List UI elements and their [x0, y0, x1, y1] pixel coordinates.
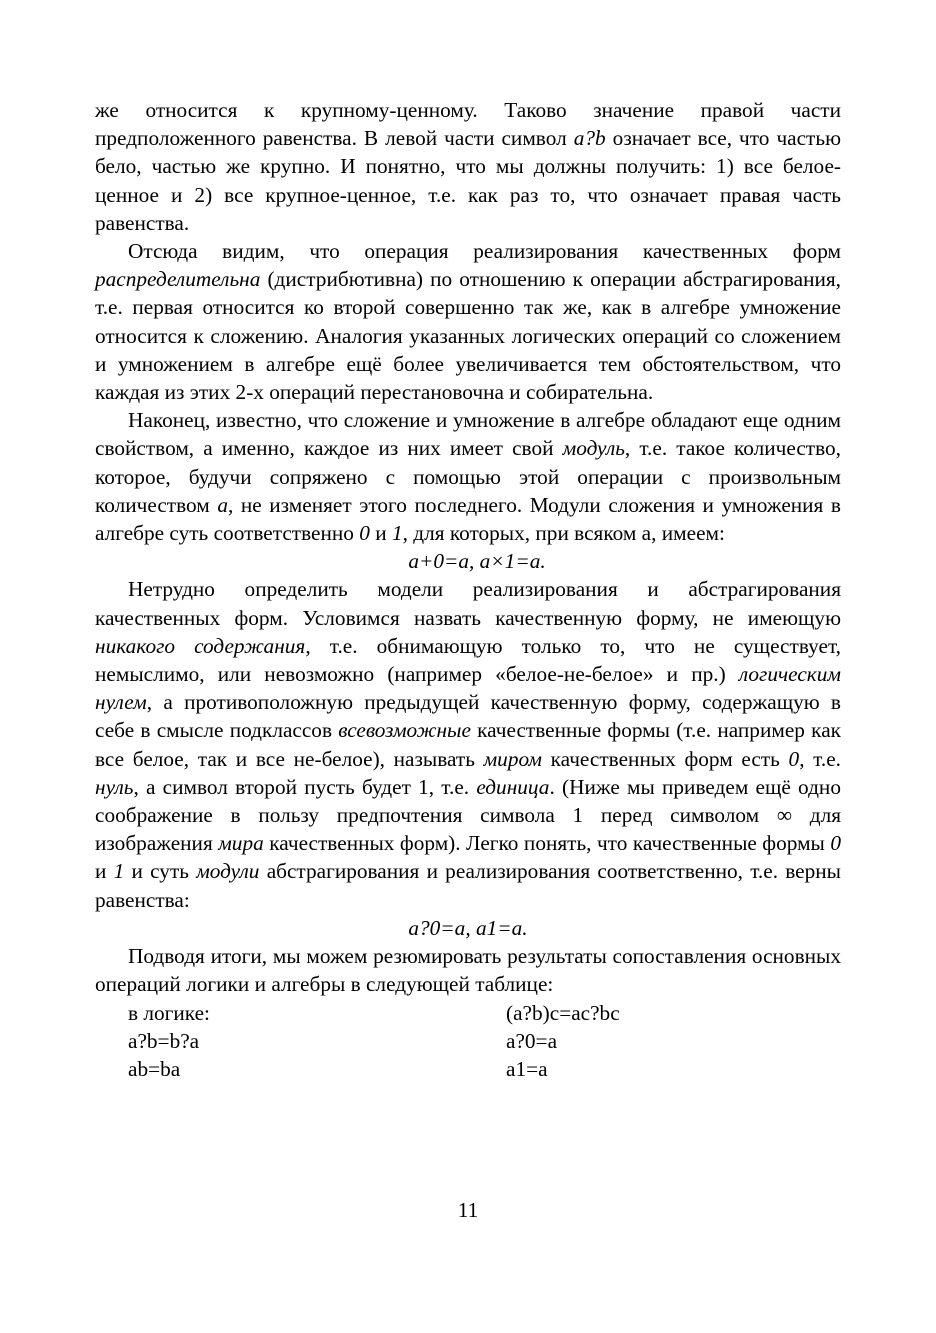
page-body [95, 96, 841, 1083]
italic-term: всевозможные [338, 718, 471, 743]
text-run: , т.е. такое количество, которое, будучи сопряжено с помощью этой операции с произвольным количеством [95, 436, 841, 517]
text-run: абстрагирования и реализирования соответственно, т.е. верны равенства: [95, 859, 841, 912]
formula-modules-algebra: a+0=a, a×1=a. [408, 549, 546, 574]
italic-term: модули [196, 859, 260, 884]
table-cell-right: a1=a [506, 1056, 548, 1081]
text-run: Отсюда видим, что операция реализирования качественных форм [128, 239, 841, 264]
text-run: качественные формы (т.е. например как все белое, так и все не-белое), называть [95, 718, 841, 771]
italic-term: мира [218, 831, 264, 856]
page-number: 11 [457, 1198, 479, 1222]
text-run: , т.е. обнимающую только то, что не существует, немыслимо, или невозможно (например «белое-не-белое» и пр.) [95, 633, 841, 687]
italic-term: распределительна [95, 267, 261, 292]
italic-term: миром [483, 746, 542, 771]
text-run: и [369, 521, 392, 546]
table-cell-left: a?b=b?a [128, 1028, 200, 1053]
italic-term: а [217, 492, 228, 517]
text-run: , а противоположную предыдущей качественную форму, содержащую в себе в смысле подклассов [95, 690, 841, 743]
italic-term: 1 [391, 521, 403, 546]
text-run: же относится к крупному-ценному. Таково значение правой части предположенного равенства. В левой части символ [95, 98, 841, 151]
paragraph-3 [95, 406, 841, 547]
formula-modules-logic: a?0=a, a1=a. [408, 915, 528, 940]
text-run: Нетрудно определить модели реализирования и абстрагирования качественных форм. Условимся назвать качественную форму, не имеющую [95, 577, 841, 630]
text-run: , т.е. [799, 746, 841, 771]
table-cell-right: a?0=a [506, 1028, 558, 1053]
italic-term: модуль [562, 436, 625, 461]
table-row [95, 999, 841, 1027]
table-row [95, 1055, 841, 1083]
text-run: означает все, что частью бело, частью же крупно. И понятно, что мы должны получить: 1) все белое-ценное и 2) все крупное-ценное, т.е. как раз то, что означает правая часть равенства. [95, 126, 841, 235]
italic-term: единица [476, 774, 550, 799]
paragraph-2 [95, 237, 841, 406]
text-run: и [95, 859, 114, 884]
text-run: качественных форм есть [541, 746, 789, 771]
italic-term: a?b [573, 126, 606, 151]
italic-term: 0 [788, 746, 800, 771]
text-run: и суть [124, 859, 197, 884]
text-run: качественных форм). Легко понять, что качественные формы [263, 831, 831, 856]
text-run: , для которых, при всяком а, имеем: [402, 521, 725, 546]
italic-term: нуль [95, 774, 134, 799]
text-run: Наконец, известно, что сложение и умножение в алгебре обладают еще одним свойством, а именно, каждое из них имеет свой [95, 408, 841, 461]
paragraph-1 [95, 96, 841, 237]
italic-term: логическим нулем [95, 662, 841, 715]
text-run: (дистрибютивна) по отношению к операции абстрагирования, т.е. первая относится ко второй совершенно так же, как в алгебре умножение относится к сложению. Аналогия указанных логических операций со сложением и умножением в алгебре ещё более увеличивается тем обстоятельством, что каждая из этих 2-х операций перестановочна и собирательна. [95, 267, 841, 405]
italic-term: 1 [113, 859, 125, 884]
italic-term: никакого содержания [95, 633, 306, 658]
text-run: , а символ второй пусть будет 1, т.е. [133, 774, 477, 799]
italic-term: 0 [359, 521, 370, 546]
italic-term: 0 [830, 831, 841, 856]
text-run: , не изменяет этого последнего. Модули сложения и умножения в алгебре суть соответственно [95, 492, 841, 546]
comparison-table [95, 999, 841, 1084]
table-cell-left: ab=ba [128, 1056, 181, 1081]
text-run: . (Ниже мы приведем ещё одно соображение в пользу предпочтения символа 1 перед символом ∞ для изображения [95, 774, 841, 856]
table-row [95, 1027, 841, 1055]
table-cell-right: (a?b)c=ac?bc [506, 1000, 620, 1025]
paragraph-5: Подводя итоги, мы можем резюмировать результаты сопоставления основных операций логики и алгебры в следующей таблице: [95, 944, 841, 997]
table-cell-left: в логике: [128, 1000, 210, 1025]
paragraph-4 [95, 575, 841, 913]
